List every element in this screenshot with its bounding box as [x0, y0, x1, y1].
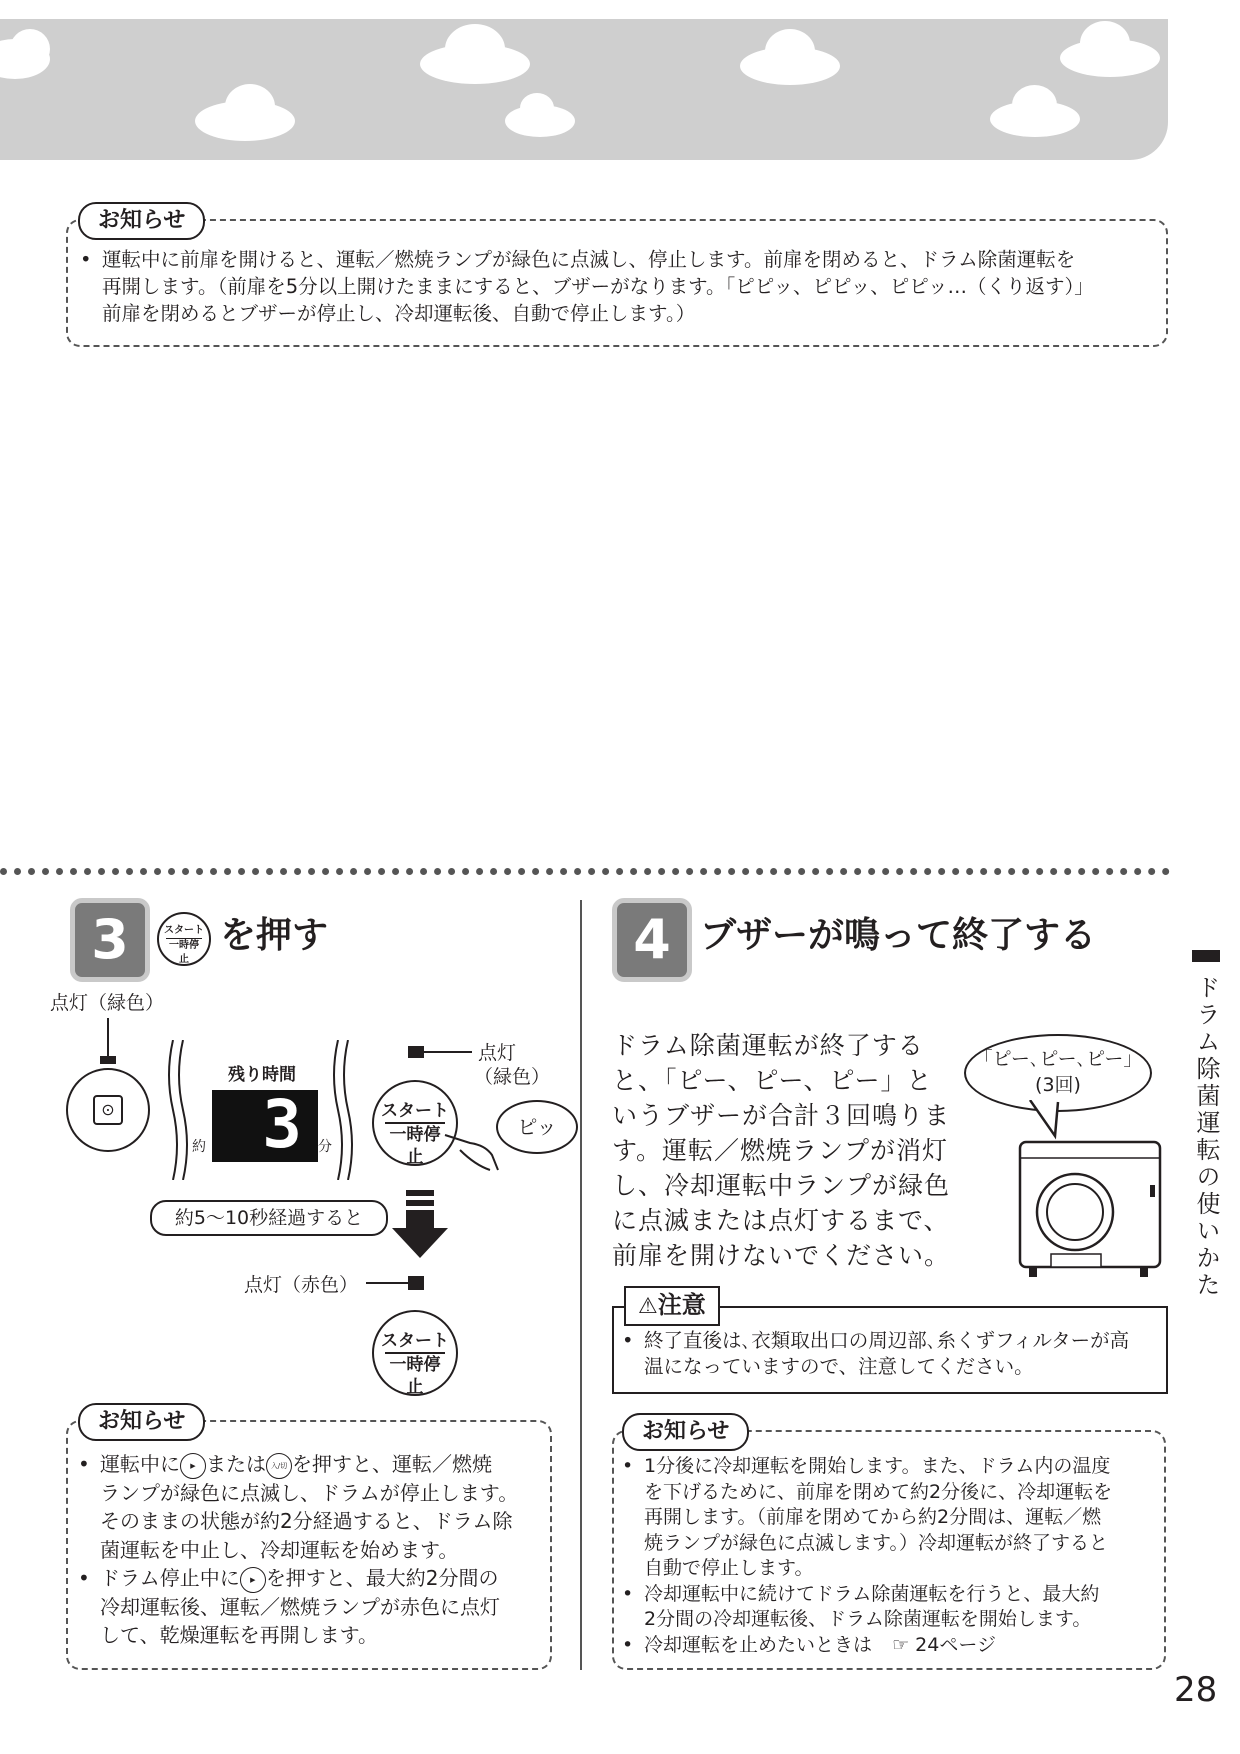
- leader-line: [107, 1018, 109, 1058]
- elapsed-label: 約5～10秒経過すると: [150, 1200, 388, 1236]
- lamp-indicator: [100, 1056, 116, 1064]
- break-mark-icon: [330, 1040, 360, 1180]
- dryer-illustration-icon: [1015, 1140, 1165, 1285]
- start-pause-button-red[interactable]: スタート 一時停止: [372, 1310, 458, 1396]
- warning-icon: ⚠: [638, 1294, 658, 1319]
- step-3-title: を押す: [220, 915, 329, 956]
- cloud-icon: [520, 93, 554, 123]
- start-pause-icon: ▶: [240, 1567, 266, 1593]
- break-mark-icon: [165, 1040, 195, 1180]
- reference-hand-icon: ☞: [892, 1633, 910, 1656]
- notice-line: 前扉を閉めるとブザーが停止し、冷却運転後、自動で停止します。）: [102, 302, 696, 325]
- leader-line: [366, 1282, 408, 1284]
- leader-line: [424, 1051, 472, 1053]
- start-pause-icon: ▶: [180, 1453, 206, 1479]
- notice-tag: お知らせ: [78, 202, 205, 240]
- display-prefix: 約: [192, 1139, 206, 1155]
- step-3-badge: 3: [70, 898, 150, 982]
- time-display: [212, 1086, 318, 1163]
- display-suffix: 分: [318, 1139, 332, 1155]
- down-arrow-icon: [392, 1190, 448, 1258]
- caution-body: • 終了直後は､衣類取出口の周辺部､糸くずフィルターが高 温になっていますので、注意してください。: [618, 1328, 1158, 1380]
- step-4-badge: 4: [612, 898, 692, 982]
- start-pause-icon: スタート 一時停止: [157, 912, 211, 966]
- side-tab-marker: [1192, 950, 1220, 962]
- lamp-green-label: 点灯（緑色）: [50, 992, 165, 1014]
- cloud-icon: [765, 29, 815, 74]
- start-pause-button[interactable]: スタート 一時停止: [372, 1080, 458, 1166]
- page-reference-link[interactable]: 24ページ: [915, 1633, 996, 1656]
- step4-notice-body: • 1分後に冷却運転を開始します。また、ドラム内の温度 を下げるために、前扉を閉めて約2分後に、冷却運転を 再開します。（前扉を閉めてから約2分間は、運転／燃 焼ランプが緑色に点滅します。）冷却運転が終了すると 自動で停止します。 • 冷却運転中に続けてドラム除菌運転を行うと、最大約 2分間の冷却運転後、ドラム除菌運転を開始します。 • 冷却運転を止めたいときは ☞ 24ページ: [618, 1454, 1164, 1658]
- notice-tag: お知らせ: [622, 1413, 749, 1451]
- cloud-icon: [1080, 21, 1130, 66]
- remaining-time-label: 残り時間: [228, 1065, 296, 1085]
- step-4-title: ブザーが鳴って終了する: [700, 915, 1097, 956]
- page-number: 28: [1174, 1670, 1218, 1710]
- header-band: [0, 19, 1168, 160]
- cloud-icon: [1012, 85, 1057, 125]
- lamp-green-sub: （緑色）: [474, 1066, 551, 1088]
- top-notice-body: [76, 246, 1162, 327]
- beep-bubble: ピッ: [496, 1100, 578, 1154]
- section-divider: [0, 868, 1170, 875]
- buzzer-bubble: 「ピー､ピー､ピー」 (3回): [964, 1034, 1152, 1112]
- column-divider: [580, 900, 582, 1670]
- notice-line: • 運転中に前扉を開けると、運転／燃焼ランプが緑色に点滅し、停止します。前扉を閉めると、ドラム除菌運転を: [76, 246, 1162, 273]
- drum-button-icon: ⊙: [66, 1068, 150, 1152]
- lamp-indicator: [408, 1046, 424, 1058]
- side-tab-label: ドラム除菌運転の使いかた: [1192, 975, 1220, 1299]
- notice-line: 再開します。（前扉を5分以上開けたままにすると、ブザーがなります。「ピピッ、ピピッ、ピピッ…（くり返す）」: [102, 275, 1094, 298]
- lamp-red-label: 点灯（赤色）: [244, 1274, 359, 1296]
- cloud-icon: [10, 29, 50, 69]
- step4-body: ドラム除菌運転が終了する と、「ピー、ピー、ピー」と いうブザーが合計３回鳴りま す。運転／燃焼ランプが消灯 し、冷却運転中ランプが緑色 に点滅または点灯するまで、 前扉を開けないでください。: [612, 1031, 951, 1270]
- cloud-icon: [225, 84, 275, 129]
- lamp-indicator: [408, 1276, 424, 1290]
- caution-tag: ⚠注意: [624, 1286, 720, 1326]
- bubble-tail: [1010, 1100, 1070, 1140]
- step3-notice-body: • 運転中に ▶ または 入/切 を押すと、運転／燃焼 ランプが緑色に点滅し、ドラムが停止します。 そのままの状態が約2分経過すると、ドラム除 菌運転を中止し、冷却運転を始めます。 • ドラム停止中に ▶ を押すと、最大約2分間の 冷却運転後、運転／燃焼ランプが赤色に点灯 して、乾燥運転を再開します。: [74, 1450, 544, 1650]
- display-digit: 3: [262, 1086, 302, 1163]
- notice-tag: お知らせ: [78, 1403, 205, 1441]
- lamp-green-label-right: 点灯: [478, 1042, 517, 1064]
- cloud-icon: [445, 24, 505, 74]
- power-icon: 入/切: [266, 1453, 292, 1479]
